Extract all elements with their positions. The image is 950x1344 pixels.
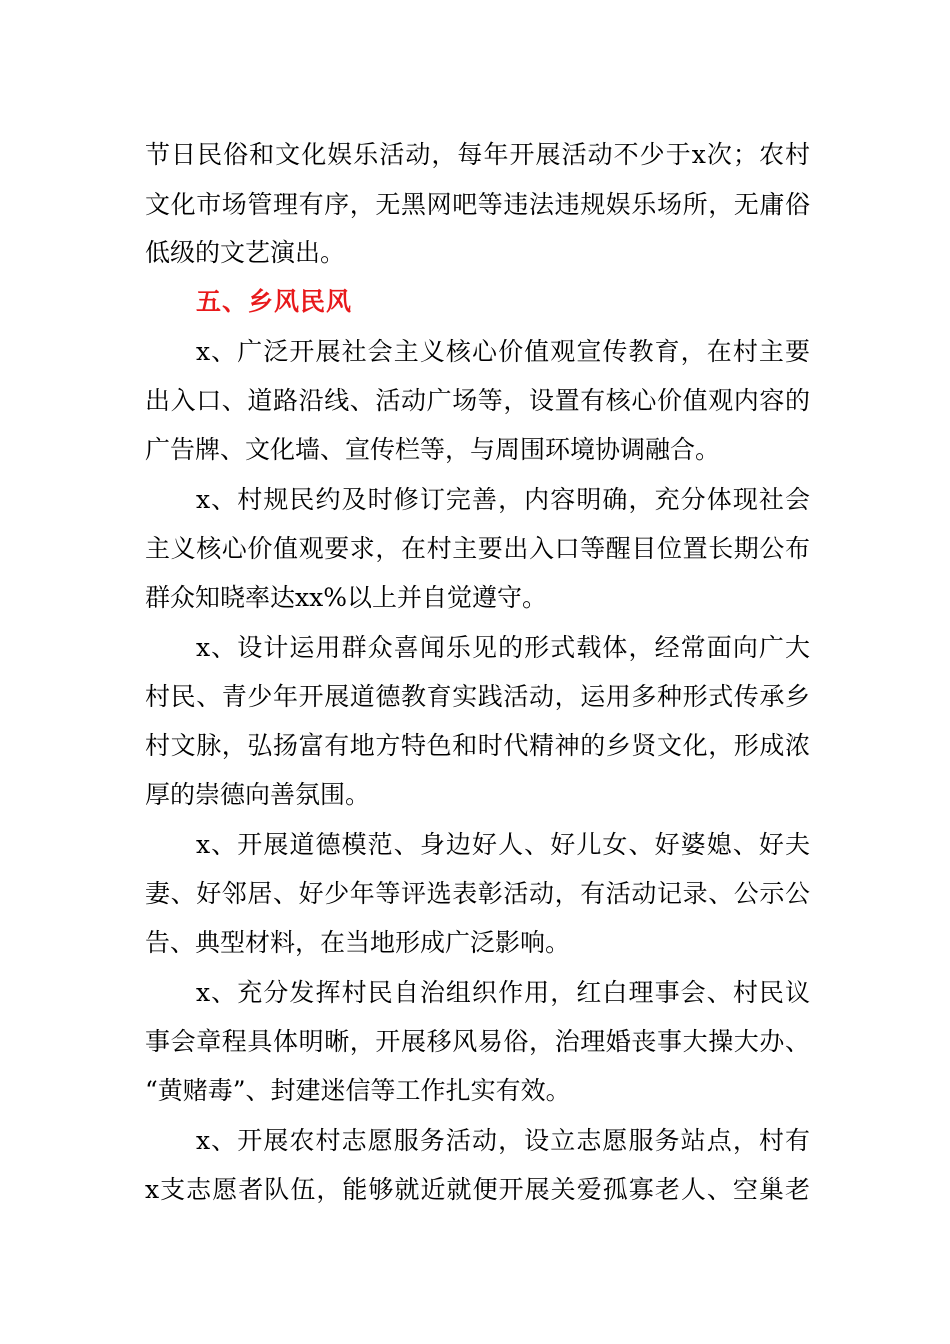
paragraph-2-line-2: 主义核心价值观要求，在村主要出入口等醒目位置长期公布 — [145, 534, 810, 563]
paragraph-1-line-1: x、广泛开展社会主义核心价值观宣传教育，在村主要 — [196, 337, 810, 366]
intro-line-3: 低级的文艺演出。 — [145, 238, 346, 267]
section-heading: 五、乡风民风 — [196, 287, 353, 316]
paragraph-4-line-3: 告、典型材料，在当地形成广泛影响。 — [145, 928, 571, 957]
paragraph-3-line-3: 村文脉，弘扬富有地方特色和时代精神的乡贤文化，形成浓 — [145, 731, 810, 760]
paragraph-3-line-1: x、设计运用群众喜闻乐见的形式载体，经常面向广大 — [196, 633, 810, 662]
paragraph-2-line-1: x、村规民约及时修订完善，内容明确，充分体现社会 — [196, 485, 810, 514]
paragraph-5-line-2: 事会章程具体明晰，开展移风易俗，治理婚丧事大操大办、 — [145, 1027, 810, 1056]
paragraph-3-line-2: 村民、青少年开展道德教育实践活动，运用多种形式传承乡 — [145, 682, 810, 711]
paragraph-6-line-2: x支志愿者队伍，能够就近就便开展关爱孤寡老人、空巢老 — [145, 1175, 810, 1204]
paragraph-3-line-4: 厚的崇德向善氛围。 — [145, 780, 371, 809]
intro-line-1: 节日民俗和文化娱乐活动，每年开展活动不少于x次；农村 — [145, 140, 810, 169]
paragraph-5-line-1: x、充分发挥村民自治组织作用，红白理事会、村民议 — [196, 978, 810, 1007]
intro-line-2: 文化市场管理有序，无黑网吧等违法违规娱乐场所，无庸俗 — [145, 190, 810, 219]
paragraph-5-line-3: “黄赌毒”、封建迷信等工作扎实有效。 — [145, 1076, 571, 1105]
paragraph-1-line-3: 广告牌、文化墙、宣传栏等，与周围环境协调融合。 — [145, 435, 721, 464]
paragraph-2-line-3: 群众知晓率达xx%以上并自觉遵守。 — [145, 583, 547, 612]
paragraph-4-line-2: 妻、好邻居、好少年等评选表彰活动，有活动记录、公示公 — [145, 879, 810, 908]
paragraph-1-line-2: 出入口、道路沿线、活动广场等，设置有核心价值观内容的 — [145, 386, 810, 415]
paragraph-6-line-1: x、开展农村志愿服务活动，设立志愿服务站点，村有 — [196, 1126, 810, 1155]
paragraph-4-line-1: x、开展道德模范、身边好人、好儿女、好婆媳、好夫 — [196, 830, 810, 859]
